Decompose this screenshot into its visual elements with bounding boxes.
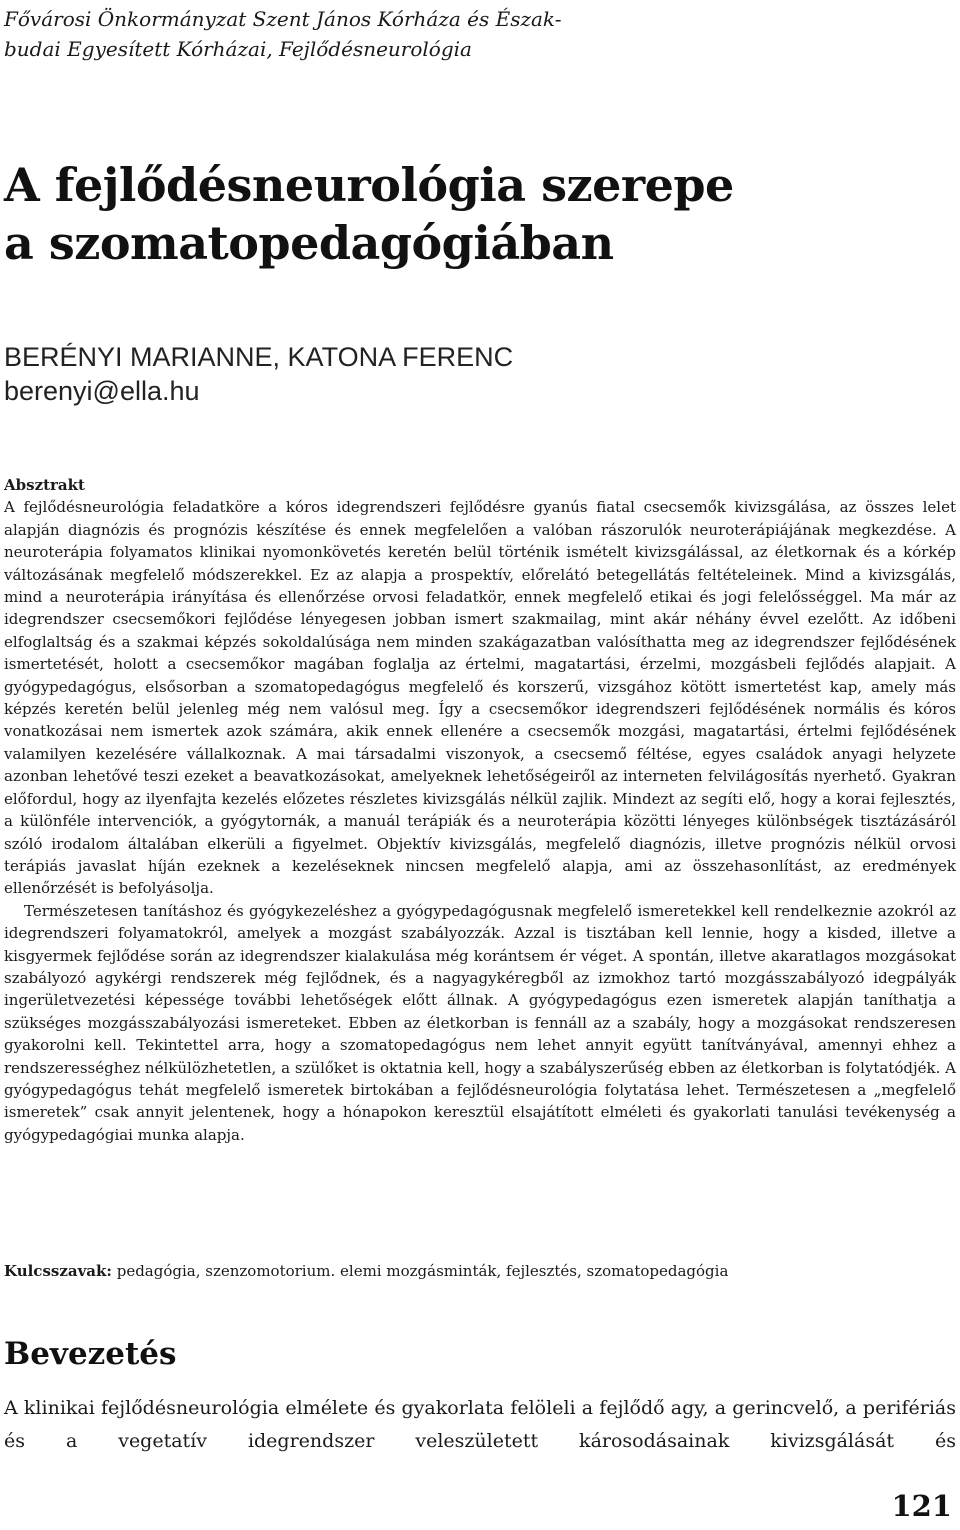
article-title-line-1: A fejlődésneurológia szerepe bbox=[4, 158, 734, 212]
article-title bbox=[4, 156, 904, 272]
abstract-paragraph-1: A fejlődésneurológia feladatköre a kóros idegrendszeri fejlődésre gyanús fiatal csecsemők kivizsgálása, az összes lelet alapján diagnózis és prognózis készítése és ennek megfelelően a valóban rászorulók neuroterápiájának megkezdése. A neuroterápia folyamatos klinikai nyomonkövetés keretén belül történik ismételt kivizsgálással, az életkornak és a kórkép változásának megfelelő módszerekkel. Ez az alapja a prospektív, előrelátó betegellátás feltételeinek. Mind a kivizsgálás, mind a neuroterápia irányítása és ellenőrzése orvosi feladatkör, ennek megfelelő etikai és jogi felelősséggel. Ma már az idegrendszer csecsemőkori fejlődése lényegesen jobban ismert szakmailag, mint akár néhány évvel ezelőtt. Az időbeni elfoglaltság és a szakmai képzés sokoldalúsága nem minden szakágazatban valósíthatta meg az idegrendszer fejlődésének ismertetését, holott a csecsemőkor magában foglalja az értelmi, magatartási, érzelmi, mozgásbeli fejlődés alapjait. A gyógypedagógus, elsősorban a szomatopedagógus megfelelő és korszerű, vizsgához kötött ismertetést kap, amely más képzés keretén belül jelenleg még nem valósul meg. Így a csecsemőkor idegrendszeri fejlődésének normális és kóros vonatkozásai nem ismertek azok számára, akik ennek ellenére a csecsemők mozgási, magatartási, értelmi fejlődésének valamilyen kezelésére vállalkoznak. A mai társadalmi viszonyok, a csecsemő féltése, egyes családok anyagi helyzete azonban lehetővé teszi ezeket a beavatkozásokat, amelyeknek lehetőségeiről az interneten felvilágosítás nyerhető. Gyakran előfordul, hogy az ilyenfajta kezelés előzetes részletes kivizsgálás nélkül zajlik. Mindezt az segíti elő, hogy a korai fejlesztés, a különféle intervenciók, a gyógytornák, a manuál terápiák és a neuroterápia közötti lényeges különbségek tisztázásáról szóló irodalom általában elkerüli a figyelmet. Objektív kivizsgálás, megfelelő diagnózis, illetve prognózis nélkül orvosi terápiás javaslat híján ezeknek a kezeléseknek nincsen megfelelő alapja, ami az összehasonlítást, az eredmények ellenőrzését is befolyásolja. bbox=[4, 498, 956, 898]
introduction-paragraph: A klinikai fejlődésneurológia elmélete és gyakorlata felöleli a fejlődő agy, a gerincvelő, a perifériás és a vegetatív idegrendszer veleszületett károsodásainak kivizsgálását és bbox=[4, 1397, 956, 1452]
author-block bbox=[4, 340, 904, 408]
abstract-heading: Absztrakt bbox=[4, 476, 85, 494]
author-email[interactable]: berenyi@ella.hu bbox=[4, 376, 200, 406]
section-heading-introduction: Bevezetés bbox=[4, 1336, 177, 1372]
keywords-text: pedagógia, szenzomotorium. elemi mozgásminták, fejlesztés, szomatopedagógia bbox=[116, 1262, 729, 1280]
abstract-paragraph-2: Természetesen tanításhoz és gyógykezeléshez a gyógypedagógusnak megfelelő ismeretekkel kell rendelkeznie azokról az idegrendszeri folyamatokról, amelyek a mozgást szabályozzák. Azzal is tisztában kell lennie, hogy a kisded, illetve a kisgyermek fejlődése során az idegrendszer kialakulása még korántsem ér véget. A spontán, illetve akaratlagos mozgásokat szabályozó agykérgi rendszerek még fejlődnek, és a nagyagykéregből az izmokhoz tartó mozgásszabályozó idegpályák ingerületvezetési képessége további lehetőségek előtt állnak. A gyógypedagógus ezen ismeretek alapján taníthatja a szükséges mozgásszabályozási ismereteket. Ebben az életkorban is fennáll az a szabály, hogy a mozgásokat rendszeresen gyakorolni kell. Tekintettel arra, hogy a szomatopedagógus nem lehet annyit együtt tanítványával, amennyi ehhez a rendszerességhez nélkülözhetetlen, a szülőket is oktatnia kell, hogy a szabályszerűség ebben az életkorban is folytatódjék. A gyógypedagógus tehát megfelelő ismeretek birtokában a fejlődésneurológia folytatása lehet. Természetesen a „megfelelő ismeretek” csak annyit jelentenek, hogy a hónapokon keresztül elsajátított elméleti és gyakorlati tanulási tevékenység a gyógypedagógiai munka alapja. bbox=[4, 901, 956, 1144]
abstract-section bbox=[4, 474, 956, 1146]
document-page bbox=[4, 0, 956, 1530]
keywords-line bbox=[4, 1260, 956, 1282]
author-names: BERÉNYI MARIANNE, KATONA FERENC bbox=[4, 342, 514, 372]
article-title-line-2: a szomatopedagógiában bbox=[4, 216, 614, 270]
institution-header: Fővárosi Önkormányzat Szent János Kórháza és Észak-budai Egyesített Kórházai, Fejlődésneurológia bbox=[4, 7, 562, 61]
keywords-label: Kulcsszavak: bbox=[4, 1262, 112, 1280]
page-number: 121 bbox=[891, 1489, 952, 1523]
